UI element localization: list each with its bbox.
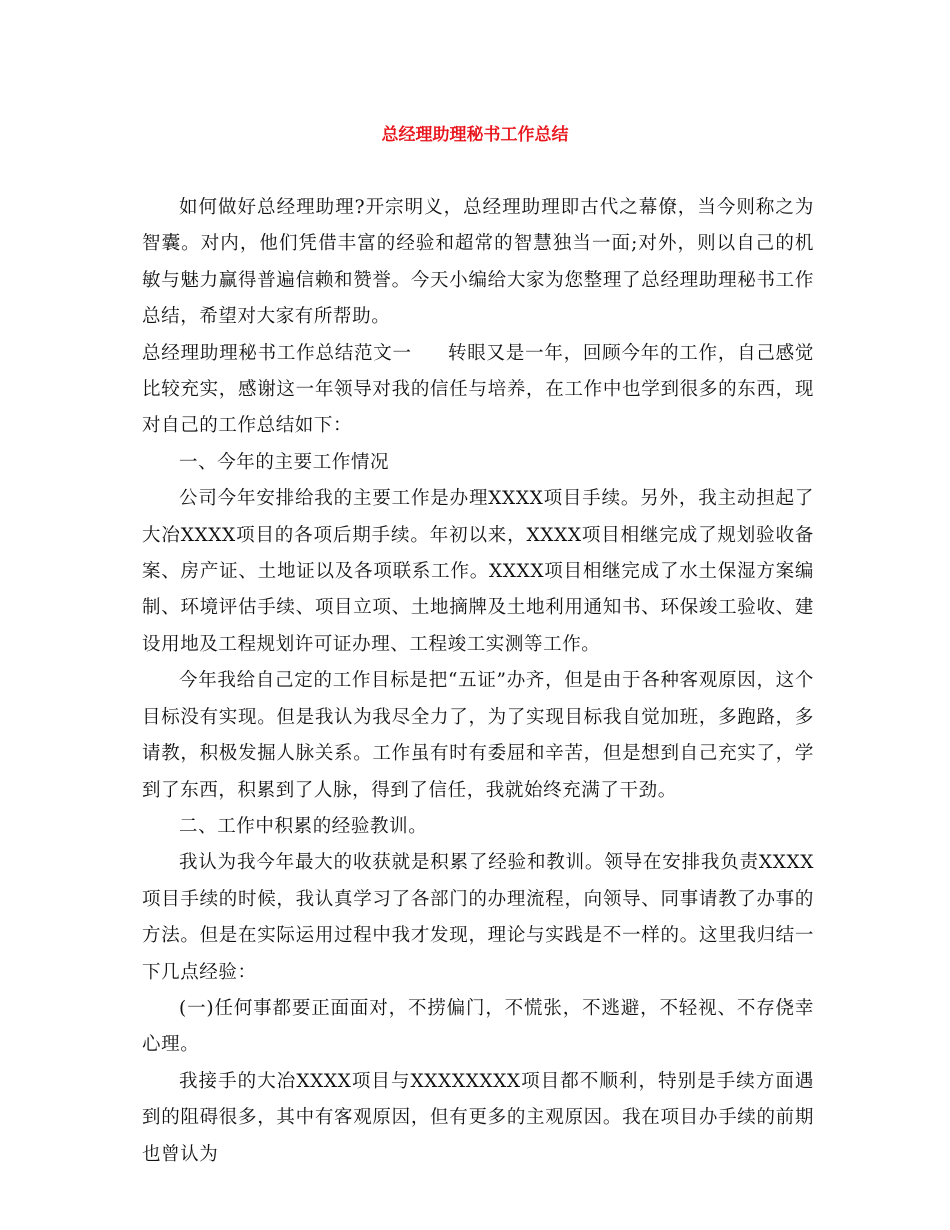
section2-paragraph-2: 我接手的大冶XXXX项目与XXXXXXXX项目都不顺利，特别是手续方面遇到的阻碍很多，其中有客观原因，但有更多的主观原因。我在项目办手续的前期也曾认为 [142, 1070, 814, 1165]
document-title: 总经理助理秘书工作总结 [381, 125, 569, 145]
intro-paragraph: 如何做好总经理助理?开宗明义，总经理助理即古代之幕僚，当今则称之为智囊。对内，他们凭借丰富的经验和超常的智慧独当一面;对外，则以自己的机敏与魅力赢得普遍信赖和赞誉。今天小编给大家为您整理了总经理助理秘书工作总结，希望对大家有所帮助。 [142, 197, 814, 328]
document-body [142, 190, 814, 1173]
section1-paragraph-2: 今年我给自己定的工作目标是把“五证”办齐，但是由于各种客观原因，这个目标没有实现。但是我认为我尽全力了，为了实现目标我自觉加班，多跑路，多请教，积极发掘人脉关系。工作虽有时有委屈和辛苦，但是想到自己充实了，学到了东西，积累到了人脉，得到了信任，我就始终充满了干劲。 [142, 670, 814, 801]
sample-paragraph [142, 336, 814, 445]
sample-heading: 总经理助理秘书工作总结范文一 [142, 342, 412, 364]
section1-paragraph-1: 公司今年安排给我的主要工作是办理XXXX项目手续。另外，我主动担起了大冶XXXX项目的各项后期手续。年初以来，XXXX项目相继完成了规划验收备案、房产证、土地证以及各项联系工作。XXXX项目相继完成了水土保湿方案编制、环境评估手续、项目立项、土地摘牌及土地利用通知书、环保竣工验收、建设用地及工程规划许可证办理、工程竣工实测等工作。 [142, 488, 814, 655]
section2-heading: 二、工作中积累的经验教训。 [179, 815, 428, 837]
point-1: (一)任何事都要正面面对，不捞偏门，不慌张，不逃避，不轻视、不存侥幸心理。 [142, 997, 814, 1056]
section2-paragraph-1: 我认为我今年最大的收获就是积累了经验和教训。领导在安排我负责XXXX项目手续的时候，我认真学习了各部门的办理流程，向领导、同事请教了办事的方法。但是在实际运用过程中我才发现，理论与实践是不一样的。这里我归结一下几点经验： [142, 852, 814, 983]
section1-heading: 一、今年的主要工作情况 [179, 451, 390, 473]
sample-opening: 转眼又是一年，回顾今年的工作，自己感觉比较充实，感谢这一年领导对我的信任与培养，在工作中也学到很多的东西，现对自己的工作总结如下： [142, 342, 815, 437]
